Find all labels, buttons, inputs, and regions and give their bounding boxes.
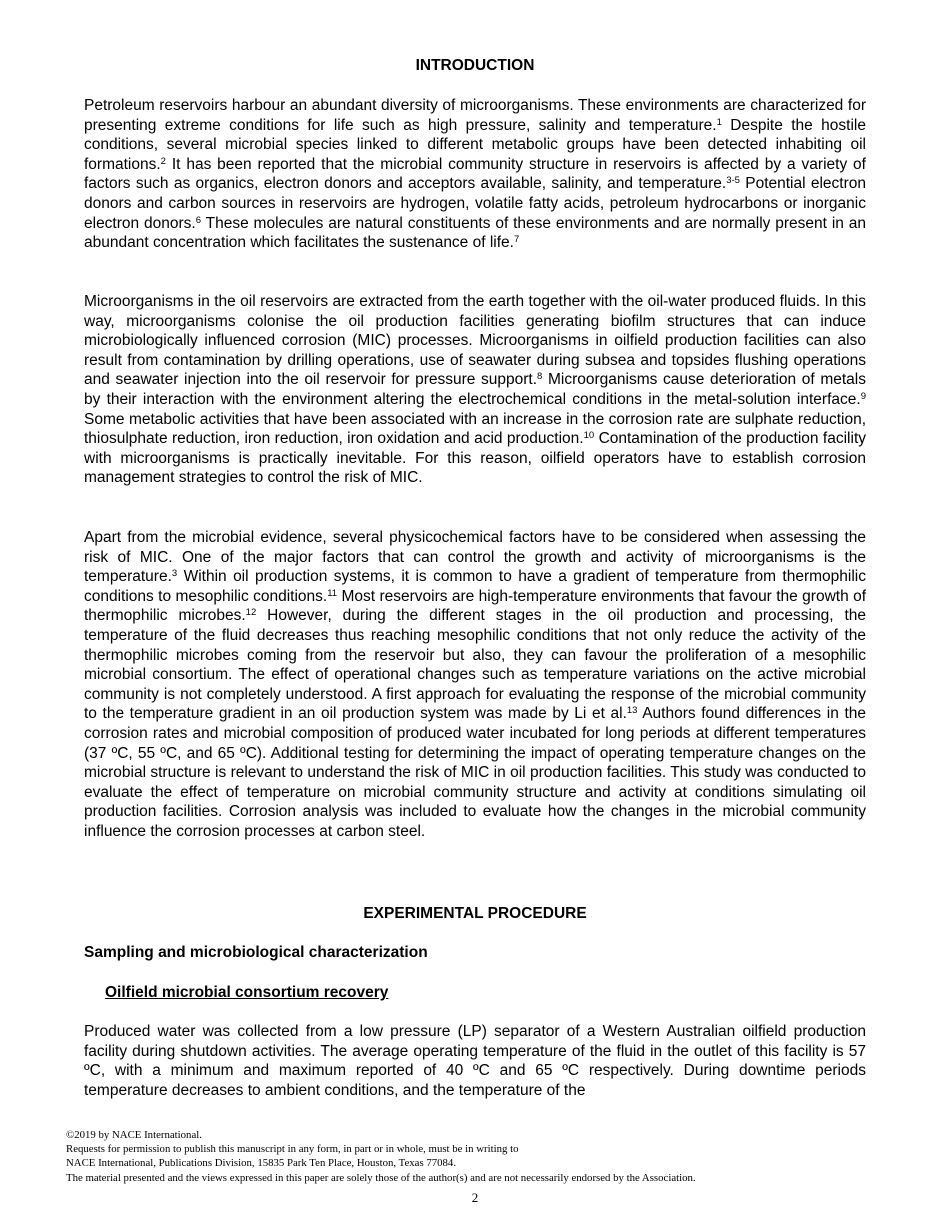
- reference-marker: 2: [160, 155, 166, 167]
- copyright-footer: [66, 1128, 886, 1185]
- experimental-paragraph-1: [84, 1022, 866, 1100]
- reference-marker: 3-5: [726, 175, 740, 187]
- reference-marker: 7: [513, 234, 520, 246]
- intro-paragraph-1: [84, 96, 866, 253]
- reference-marker: 12: [245, 607, 257, 619]
- reference-marker: 1: [716, 116, 722, 128]
- text-run: Some metabolic activities that have been associated with an increase in the corrosion rate are sulphate reduction, thiosulphate reduction, iron reduction, iron oxidation and acid production.: [84, 410, 866, 448]
- reference-marker: 11: [327, 587, 338, 599]
- text-run: Despite the hostile conditions, several microbial species linked to different metabolic groups have been detected inhabiting oil formations.: [84, 116, 866, 173]
- text-run: However, during the different stages in the oil production and processing, the temperature of the fluid decreases thus reaching mesophilic conditions that not only reduce the activity of the thermophilic microbes coming from the reservoir but also, they can favour the proliferation of a mesophilic microbial consortium. The effect of operational changes such as temperature variations on the active microbial community is not completely understood. A first approach for evaluating the response of the microbial community to the temperature gradient in an oil production system was made by Li et al.: [84, 607, 866, 723]
- reference-marker: 6: [195, 214, 202, 226]
- text-run: These molecules are natural constituents of these environments and are normally present in an abundant concentration which facilitates the sustenance of life.: [84, 214, 866, 252]
- footer-copyright: ©2019 by NACE International.: [66, 1129, 202, 1141]
- intro-paragraph-2: [84, 292, 866, 488]
- text-run: It has been reported that the microbial community structure in reservoirs is affected by a variety of factors such as organics, electron donors and acceptors available, salinity, and temperature.: [84, 155, 866, 193]
- subsubsection-heading-recovery: Oilfield microbial consortium recovery: [105, 984, 389, 1001]
- subsection-heading-sampling: Sampling and microbiological characterization: [84, 944, 428, 961]
- reference-marker: 10: [583, 430, 595, 442]
- footer-permission: Requests for permission to publish this manuscript in any form, in part or in whole, must be in writing to: [66, 1143, 519, 1156]
- intro-paragraph-3: [84, 528, 866, 842]
- footer-address: NACE International, Publications Division, 15835 Park Ten Place, Houston, Texas 77084.: [66, 1157, 457, 1170]
- text-run: Potential electron donors and carbon sources in reservoirs are hydrogen, volatile fatty acids, petroleum hydrocarbons or inorganic electron donors.: [84, 175, 867, 232]
- section-heading-introduction: INTRODUCTION: [415, 57, 535, 74]
- text-run: Petroleum reservoirs harbour an abundant diversity of microorganisms. These environments are characterized for presenting extreme conditions for life such as high pressure, salinity and temperature.: [84, 97, 866, 134]
- reference-marker: 9: [860, 390, 866, 402]
- text-run: Within oil production systems, it is common to have a gradient of temperature from thermophilic conditions to mesophilic conditions.: [84, 568, 866, 605]
- text-run: Microorganisms cause deterioration of metals by their interaction with the environment altering the electrochemical conditions in the metal-solution interface.: [84, 371, 866, 408]
- text-run: Produced water was collected from a low pressure (LP) separator of a Western Australian oilfield production facility during shutdown activities. The average operating temperature of the fluid in the outlet of this facility is 57 ºC, with a minimum and maximum reported of 40 ºC and 65 ºC respectively. During downtime periods temperature decreases to ambient conditions, and the temperature of the: [84, 1023, 866, 1099]
- text-run: Contamination of the production facility with microorganisms is practically inevitable. For this reason, oilfield operators have to establish corrosion management strategies to control the risk of MIC.: [84, 430, 866, 487]
- text-run: Most reservoirs are high-temperature environments that favour the growth of thermophilic microbes.: [84, 587, 867, 625]
- reference-marker: 13: [626, 705, 638, 717]
- reference-marker: 8: [537, 371, 543, 383]
- text-run: Authors found differences in the corrosion rates and microbial composition of produced water incubated for long periods at different temperatures (37 ºC, 55 ºC, and 65 ºC). Additional testing for determining the impact of operating temperature changes on the microbial structure is relevant to understand the risk of MIC in oil production facilities. This study was conducted to evaluate the effect of temperature on microbial community structure and activity at conditions simulating oil production facilities. Corrosion analysis was included to evaluate how the changes in the microbial community influence the corrosion processes at carbon steel.: [84, 705, 866, 840]
- text-run: Apart from the microbial evidence, several physicochemical factors have to be considered when assessing the risk of MIC. One of the major factors that can control the growth and activity of microorganisms is the temperature.: [84, 529, 866, 586]
- footer-disclaimer: The material presented and the views expressed in this paper are solely those of the author(s) and are not necessarily endorsed by the Association.: [66, 1171, 696, 1184]
- page-number: 2: [471, 1190, 479, 1205]
- text-run: Microorganisms in the oil reservoirs are extracted from the earth together with the oil-water produced fluids. In this way, microorganisms colonise the oil production facilities generating biofilm structures that can induce microbiologically influenced corrosion (MIC) processes. Microorganisms in oilfield production facilities can also result from contamination by drilling operations, use of seawater during subsea and topsides flushing operations and seawater injection into the oil reservoir for pressure support.: [84, 293, 866, 389]
- section-heading-experimental: EXPERIMENTAL PROCEDURE: [363, 905, 587, 922]
- reference-marker: 3: [171, 568, 178, 580]
